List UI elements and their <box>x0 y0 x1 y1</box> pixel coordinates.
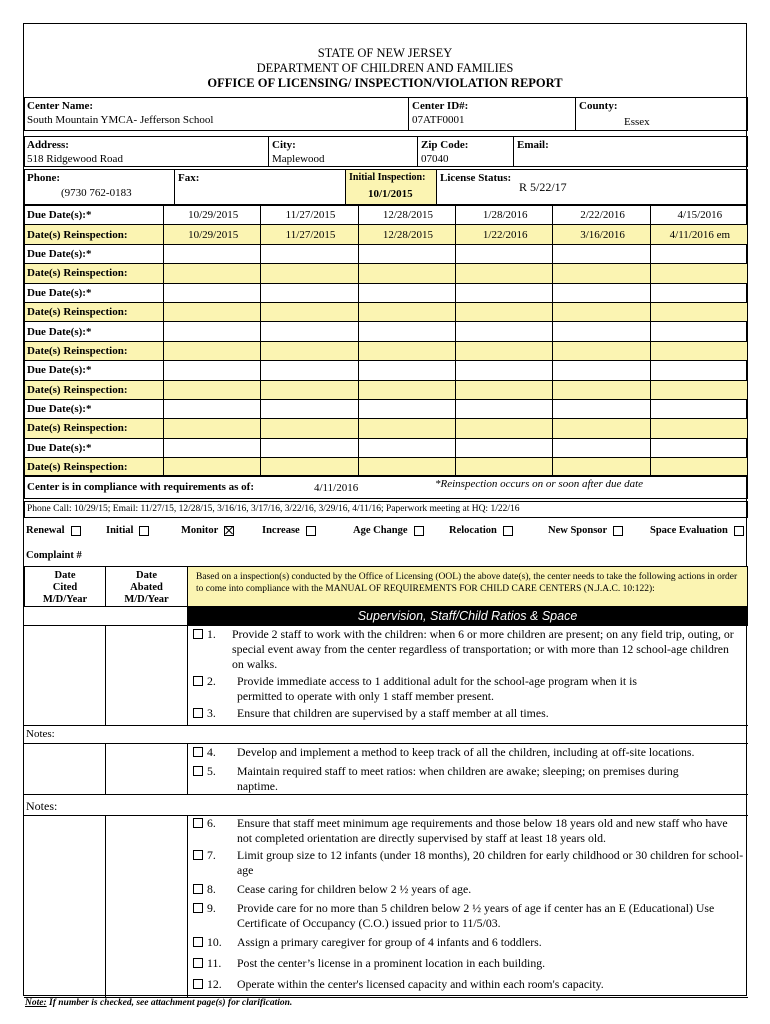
phone-label: Phone: <box>27 172 60 184</box>
footnote-text: If number is checked, see attachment page(s) for clarification. <box>46 998 293 1008</box>
instructions-text: Based on a inspection(s) conducted by the Office of Licensing (OOL) the above date(s), the center needs to take the following actions in order to come into compliance with the MANUAL OF REQUIREMENTS FOR CHILD CARE CENTERS (N.J.A.C. 10:122): <box>196 572 738 594</box>
reinspection-dates-row <box>25 225 748 244</box>
item-number: 6. <box>207 816 216 830</box>
due-date-cell[interactable] <box>261 244 358 263</box>
type-new-sponsor-label: New Sponsor <box>548 525 608 536</box>
email-box <box>513 136 748 167</box>
city-label: City: <box>272 139 296 151</box>
item-text: Ensure that staff meet minimum age requirements and those below 18 years old and new staff who have not completed orientation are directly supervised by staff at least 18 years old. <box>237 816 728 845</box>
center-name-box <box>24 97 409 131</box>
due-date-cell[interactable] <box>261 283 358 302</box>
reinspection-dates-label: Date(s) Reinspection: <box>25 302 164 321</box>
address-value[interactable]: 518 Ridgewood Road <box>27 153 123 165</box>
compliance-date[interactable]: 4/11/2016 <box>314 482 359 494</box>
type-increase-label: Increase <box>262 525 300 536</box>
reinspection-date-cell[interactable] <box>456 302 553 321</box>
date-abated-header <box>105 566 188 607</box>
reinspection-date-cell[interactable]: 1/22/2016 <box>456 225 553 244</box>
reinspection-date-cell[interactable] <box>650 341 747 360</box>
city-value[interactable]: Maplewood <box>272 153 325 165</box>
reinspection-date-cell[interactable]: 10/29/2015 <box>163 225 260 244</box>
center-name-label: Center Name: <box>27 100 94 112</box>
grid-line <box>24 625 748 626</box>
due-date-cell[interactable] <box>650 399 747 418</box>
item-number: 11. <box>207 956 222 970</box>
item-text: Develop and implement a method to keep track of all the children, including at off-site locations. <box>237 745 695 759</box>
zip-value[interactable]: 07040 <box>421 153 449 165</box>
type-age-change-label: Age Change <box>353 525 408 536</box>
due-date-cell[interactable]: 12/28/2015 <box>358 206 455 225</box>
type-initial[interactable] <box>106 525 149 536</box>
reinspection-date-cell[interactable]: 11/27/2015 <box>261 225 358 244</box>
type-monitor-checkbox[interactable] <box>224 526 234 536</box>
due-date-cell[interactable]: 4/15/2016 <box>650 206 747 225</box>
date-cited-header <box>24 566 106 607</box>
type-space-evaluation-label: Space Evaluation <box>650 525 728 536</box>
reinspection-dates-label: Date(s) Reinspection: <box>25 225 164 244</box>
reinspection-date-cell[interactable] <box>553 380 650 399</box>
item-number: 8. <box>207 882 216 896</box>
fax-label: Fax: <box>178 172 200 184</box>
fax-box <box>174 169 346 205</box>
due-dates-row <box>25 283 748 302</box>
instructions-header <box>187 566 748 607</box>
reinspection-date-cell[interactable] <box>456 380 553 399</box>
due-dates-label: Due Date(s):* <box>25 399 164 418</box>
grid-line <box>187 815 188 997</box>
email-label: Email: <box>517 139 549 151</box>
due-dates-label: Due Date(s):* <box>25 206 164 225</box>
item-number: 3. <box>207 706 216 720</box>
due-dates-label: Due Date(s):* <box>25 361 164 380</box>
reinspection-date-cell[interactable] <box>650 419 747 438</box>
type-renewal[interactable] <box>26 525 81 536</box>
type-renewal-checkbox[interactable] <box>71 526 81 536</box>
grid-line <box>187 743 188 794</box>
due-date-cell[interactable] <box>261 438 358 457</box>
type-initial-checkbox[interactable] <box>139 526 149 536</box>
header-state: STATE OF NEW JERSEY <box>317 46 453 60</box>
county-label: County: <box>579 100 618 112</box>
due-date-cell[interactable] <box>456 322 553 341</box>
type-age-change[interactable] <box>353 525 424 536</box>
due-date-cell[interactable] <box>456 283 553 302</box>
reinspection-date-cell[interactable] <box>358 380 455 399</box>
due-dates-label: Due Date(s):* <box>25 322 164 341</box>
compliance-row <box>24 475 748 499</box>
reinspection-date-cell[interactable] <box>456 341 553 360</box>
reinspection-date-cell[interactable] <box>163 264 260 283</box>
item-text: Operate within the center's licensed capacity and within each room's capacity. <box>237 977 604 991</box>
due-date-cell[interactable] <box>163 283 260 302</box>
item-1-checkbox[interactable] <box>193 629 203 639</box>
reinspection-dates-label: Date(s) Reinspection: <box>25 380 164 399</box>
type-relocation-label: Relocation <box>449 525 497 536</box>
due-date-cell[interactable]: 11/27/2015 <box>261 206 358 225</box>
contact-history: Phone Call: 10/29/15; Email: 11/27/15, 12/28/15, 3/16/16, 3/17/16, 3/22/16, 3/29/16, 4/11/16; Paperwork meeting at HQ: 1/22/16 <box>27 504 520 514</box>
center-id-label: Center ID#: <box>412 100 469 112</box>
reinspection-date-cell[interactable]: 12/28/2015 <box>358 225 455 244</box>
reinspection-date-cell[interactable] <box>650 380 747 399</box>
due-date-cell[interactable] <box>456 438 553 457</box>
type-renewal-label: Renewal <box>26 525 65 536</box>
due-date-cell[interactable] <box>358 399 455 418</box>
date-abated-label: Date Abated M/D/Year <box>124 570 169 605</box>
reinspection-date-cell[interactable] <box>650 264 747 283</box>
grid-line <box>24 743 748 744</box>
reinspection-dates-row <box>25 264 748 283</box>
reinspection-date-cell[interactable] <box>358 264 455 283</box>
reinspection-dates-label: Date(s) Reinspection: <box>25 458 164 477</box>
due-dates-row <box>25 438 748 457</box>
due-date-cell[interactable]: 1/28/2016 <box>456 206 553 225</box>
due-date-cell[interactable] <box>358 283 455 302</box>
item-text: Cease caring for children below 2 ½ years of age. <box>237 882 472 896</box>
due-date-cell[interactable] <box>553 244 650 263</box>
due-date-cell[interactable]: 2/22/2016 <box>553 206 650 225</box>
center-id-value[interactable]: 07ATF0001 <box>412 114 465 126</box>
reinspection-date-cell[interactable] <box>650 302 747 321</box>
due-date-cell[interactable] <box>163 244 260 263</box>
item-number: 12. <box>207 977 222 991</box>
reinspection-date-cell[interactable] <box>456 419 553 438</box>
due-date-cell[interactable] <box>650 283 747 302</box>
type-space-evaluation[interactable] <box>650 525 744 536</box>
type-monitor-label: Monitor <box>181 525 219 536</box>
type-relocation[interactable] <box>449 525 513 536</box>
due-date-cell[interactable] <box>650 322 747 341</box>
reinspection-date-cell[interactable] <box>261 264 358 283</box>
license-status-value[interactable]: R 5/22/17 <box>519 180 567 194</box>
reinspection-date-cell[interactable] <box>163 419 260 438</box>
item-8-checkbox[interactable] <box>193 884 203 894</box>
due-date-cell[interactable] <box>456 399 553 418</box>
zip-label: Zip Code: <box>421 139 469 151</box>
reinspection-date-cell[interactable] <box>456 264 553 283</box>
county-box <box>575 97 748 131</box>
footnote <box>25 998 292 1008</box>
initial-inspection-box <box>345 169 437 205</box>
item-4-checkbox[interactable] <box>193 747 203 757</box>
item-number: 2. <box>207 674 216 688</box>
contact-history-row <box>24 501 748 518</box>
due-dates-row <box>25 244 748 263</box>
due-date-cell[interactable] <box>358 244 455 263</box>
type-increase[interactable] <box>262 525 316 536</box>
inspection-report-form <box>23 23 747 996</box>
reinspection-note: *Reinspection occurs on or soon after due date <box>435 478 644 490</box>
item-number: 5. <box>207 764 216 778</box>
item-text: Limit group size to 12 infants (under 18 months), 20 children for early childhood or 30 children for school-age <box>237 848 744 877</box>
reinspection-dates-label: Date(s) Reinspection: <box>25 419 164 438</box>
due-date-cell[interactable] <box>261 399 358 418</box>
reinspection-date-cell[interactable] <box>261 302 358 321</box>
reinspection-date-cell[interactable] <box>358 341 455 360</box>
item-text: Assign a primary caregiver for group of 4 infants and 6 toddlers. <box>237 935 542 949</box>
reinspection-date-cell[interactable]: 3/16/2016 <box>553 225 650 244</box>
due-date-cell[interactable] <box>358 361 455 380</box>
item-number: 4. <box>207 745 216 759</box>
due-date-cell[interactable] <box>261 361 358 380</box>
item-number: 7. <box>207 848 216 862</box>
reinspection-dates-row <box>25 341 748 360</box>
item-3-checkbox[interactable] <box>193 708 203 718</box>
item-11-checkbox[interactable] <box>193 958 203 968</box>
county-value[interactable]: Essex <box>624 116 650 128</box>
type-age-change-checkbox[interactable] <box>414 526 424 536</box>
initial-inspection-label: Initial Inspection: <box>349 172 426 183</box>
reinspection-date-cell[interactable] <box>553 419 650 438</box>
item-6-checkbox[interactable] <box>193 818 203 828</box>
date-cited-label: Date Cited M/D/Year <box>42 570 88 605</box>
reinspection-dates-label: Date(s) Reinspection: <box>25 264 164 283</box>
reinspection-date-cell[interactable] <box>163 380 260 399</box>
address-label: Address: <box>27 139 69 151</box>
type-initial-label: Initial <box>106 525 134 536</box>
due-date-cell[interactable] <box>163 399 260 418</box>
reinspection-dates-row <box>25 380 748 399</box>
phone-value[interactable]: (9730 762-0183 <box>61 187 132 199</box>
due-date-cell[interactable] <box>163 361 260 380</box>
item-text: Provide care for no more than 5 children below 2 ½ years of age if center has an E (Educational) Use Certificate of Occupancy (C.O.) issued prior to 11/5/03. <box>237 901 715 930</box>
due-date-cell[interactable] <box>553 399 650 418</box>
reinspection-date-cell[interactable] <box>261 419 358 438</box>
due-dates-label: Due Date(s):* <box>25 438 164 457</box>
reinspection-date-cell[interactable] <box>553 264 650 283</box>
reinspection-date-cell[interactable] <box>163 302 260 321</box>
compliance-label: Center is in compliance with requirements as of: <box>27 481 255 493</box>
due-dates-table <box>24 205 748 477</box>
city-box <box>268 136 418 167</box>
type-monitor[interactable] <box>181 525 234 536</box>
grid-line <box>24 794 748 795</box>
item-text: Provide 2 staff to work with the children: when 6 or more children are present; on any field trip, outing, or special event away from the center regardless of transportation; or with more than 12 school-age children on walks. <box>232 627 734 671</box>
item-number: 10. <box>207 935 222 949</box>
item-number: 9. <box>207 901 216 915</box>
due-date-cell[interactable] <box>553 361 650 380</box>
due-dates-row <box>25 361 748 380</box>
complaint-label: Complaint # <box>26 550 82 561</box>
reinspection-dates-label: Date(s) Reinspection: <box>25 341 164 360</box>
grid-line <box>24 725 748 726</box>
reinspection-dates-row <box>25 419 748 438</box>
due-dates-row <box>25 399 748 418</box>
item-12-checkbox[interactable] <box>193 979 203 989</box>
phone-box <box>24 169 175 205</box>
due-date-cell[interactable]: 10/29/2015 <box>163 206 260 225</box>
item-text: Provide immediate access to 1 additional adult for the school-age program when it is permitted to operate with only 1 staff member present. <box>237 674 637 703</box>
due-date-cell[interactable] <box>163 438 260 457</box>
item-text: Post the center’s license in a prominent location in each building. <box>237 956 546 970</box>
center-name-value[interactable]: South Mountain YMCA- Jefferson School <box>27 114 214 126</box>
item-number: 1. <box>207 627 216 641</box>
due-date-cell[interactable] <box>650 361 747 380</box>
reinspection-date-cell[interactable] <box>553 302 650 321</box>
item-text: Ensure that children are supervised by a staff member at all times. <box>237 706 549 720</box>
type-new-sponsor-checkbox[interactable] <box>613 526 623 536</box>
reinspection-date-cell[interactable] <box>358 302 455 321</box>
item-10-checkbox[interactable] <box>193 937 203 947</box>
due-date-cell[interactable] <box>456 244 553 263</box>
license-status-box <box>436 169 748 205</box>
due-date-cell[interactable] <box>650 438 747 457</box>
section-title-supervision: Supervision, Staff/Child Ratios & Space <box>187 607 748 625</box>
type-space-evaluation-checkbox[interactable] <box>734 526 744 536</box>
footnote-prefix: Note: <box>25 998 47 1008</box>
due-dates-row <box>25 322 748 341</box>
grid-line <box>105 625 106 726</box>
due-date-cell[interactable] <box>358 322 455 341</box>
reinspection-date-cell[interactable] <box>163 341 260 360</box>
grid-line <box>105 815 106 997</box>
item-7-checkbox[interactable] <box>193 850 203 860</box>
due-date-cell[interactable] <box>650 244 747 263</box>
due-date-cell[interactable] <box>261 322 358 341</box>
grid-line <box>105 743 106 794</box>
type-increase-checkbox[interactable] <box>306 526 316 536</box>
due-date-cell[interactable] <box>358 438 455 457</box>
zip-box <box>417 136 514 167</box>
address-box <box>24 136 269 167</box>
reinspection-dates-row <box>25 302 748 321</box>
due-dates-label: Due Date(s):* <box>25 283 164 302</box>
due-date-cell[interactable] <box>456 361 553 380</box>
notes-label: Notes: <box>26 728 55 740</box>
due-date-cell[interactable] <box>163 322 260 341</box>
type-relocation-checkbox[interactable] <box>503 526 513 536</box>
header-report-title: OFFICE OF LICENSING/ INSPECTION/VIOLATION REPORT <box>207 76 563 90</box>
center-id-box <box>408 97 576 131</box>
due-dates-row <box>25 206 748 225</box>
reinspection-date-cell[interactable] <box>358 419 455 438</box>
due-date-cell[interactable] <box>553 438 650 457</box>
item-2-checkbox[interactable] <box>193 676 203 686</box>
due-dates-label: Due Date(s):* <box>25 244 164 263</box>
license-status-label: License Status: <box>440 172 512 184</box>
type-new-sponsor[interactable] <box>548 525 623 536</box>
notes-label: Notes: <box>26 799 58 813</box>
due-date-cell[interactable] <box>553 283 650 302</box>
reinspection-date-cell[interactable] <box>261 380 358 399</box>
initial-inspection-value[interactable]: 10/1/2015 <box>368 188 413 200</box>
reinspection-date-cell[interactable] <box>261 341 358 360</box>
item-5-checkbox[interactable] <box>193 766 203 776</box>
reinspection-date-cell[interactable]: 4/11/2016 em <box>650 225 747 244</box>
item-text: Maintain required staff to meet ratios: when children are awake; sleeping; on premises during naptime. <box>237 764 679 793</box>
grid-line <box>187 607 188 726</box>
due-date-cell[interactable] <box>553 322 650 341</box>
header-department: DEPARTMENT OF CHILDREN AND FAMILIES <box>256 61 514 75</box>
reinspection-date-cell[interactable] <box>553 341 650 360</box>
item-9-checkbox[interactable] <box>193 903 203 913</box>
